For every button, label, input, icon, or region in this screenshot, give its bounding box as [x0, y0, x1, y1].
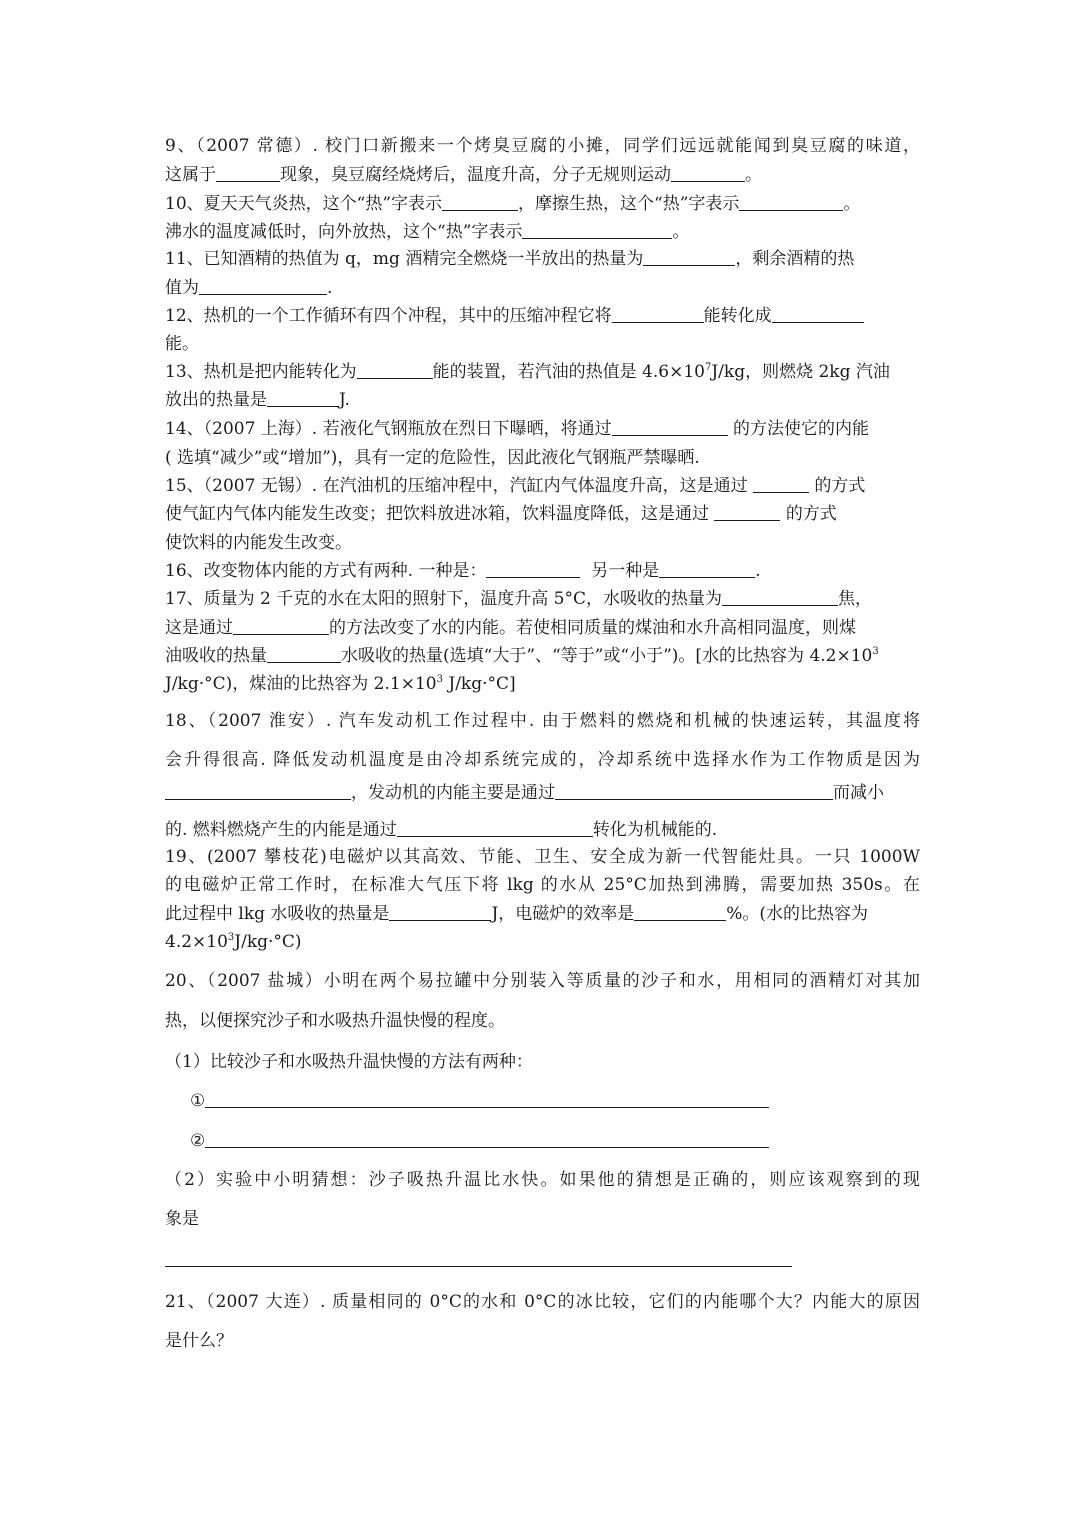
answer-blank[interactable] — [612, 305, 704, 323]
answer-blank[interactable] — [267, 389, 339, 407]
answer-blank[interactable] — [397, 819, 593, 837]
answer-blank[interactable] — [671, 164, 745, 182]
answer-blank[interactable] — [555, 782, 833, 800]
answer-blank[interactable] — [165, 782, 351, 800]
q10-line-2: 沸水的温度减低时，向外放热，这个“热”字表示 。 — [165, 222, 690, 242]
answer-line[interactable] — [165, 1266, 792, 1267]
answer-blank[interactable] — [199, 277, 327, 295]
q13-line-2: 放出的热量是 J. — [165, 390, 350, 410]
q20-part-2: （2）实验中小明猜想：沙子吸热升温比水快。如果他的猜想是正确的，则应该观察到的现 — [165, 1170, 920, 1190]
q9-line-2: 这属于 现象，臭豆腐经烧烤后，温度升高，分子无规则运动 。 — [165, 165, 762, 185]
answer-blank[interactable] — [643, 248, 735, 266]
q18-line-4: 的. 燃料燃烧产生的内能是通过 转化为机械能的. — [165, 820, 718, 840]
q11-line-1: 11、已知酒精的热值为 q，mg 酒精完全燃烧一半放出的热量为 ，剩余酒精的热 — [165, 249, 855, 269]
answer-blank[interactable] — [205, 1090, 769, 1108]
answer-blank[interactable] — [357, 361, 433, 379]
answer-blank[interactable] — [216, 164, 280, 182]
q17-line-2: 这是通过 的方法改变了水的内能。若使相同质量的煤油和水升高相同温度，则煤 — [165, 618, 856, 638]
answer-blank[interactable] — [634, 903, 726, 921]
q17-line-3: 油吸收的热量 水吸收的热量(选填“大于”、“等于”或“小于”)。[水的比热容为 $4.2\times 10^3$ — [165, 646, 879, 666]
q12-line-1: 12、热机的一个工作循环有四个冲程，其中的压缩冲程它将 能转化成 — [165, 305, 920, 327]
answer-blank[interactable] — [267, 645, 341, 663]
q20-line-1: 20、（2007 盐城）小明在两个易拉罐中分别装入等质量的沙子和水，用相同的酒精灯对其加 — [165, 971, 920, 991]
q17-line-4: J/kg·°C)，煤油的比热容为 $2.1\times 10^3$ J/kg·°C] — [165, 674, 516, 694]
q10-line-1: 10、夏天天气炎热，这个“热”字表示 ，摩擦生热，这个“热”字表示 。 — [165, 194, 861, 214]
q14-line-1: 14、（2007 上海）. 若液化气钢瓶放在烈日下曝晒，将通过 的方法使它的内能 — [165, 419, 870, 439]
q20-line-2: 热，以便探究沙子和水吸热升温快慢的程度。 — [165, 1011, 505, 1031]
answer-blank[interactable] — [442, 193, 518, 211]
answer-blank[interactable] — [205, 1130, 769, 1148]
answer-blank[interactable] — [486, 560, 580, 578]
q21-line-2: 是什么？ — [165, 1331, 233, 1351]
q20-part-1: （1）比较沙子和水吸热升温快慢的方法有两种： — [165, 1052, 533, 1072]
answer-blank[interactable] — [753, 475, 809, 493]
answer-blank[interactable] — [722, 588, 838, 606]
q19-line-4: $4.2\times 10^3J/kg\cdot^\circ C$) — [165, 932, 302, 952]
q9-line-1: 9、（2007 常德）. 校门口新搬来一个烤臭豆腐的小摊，同学们远远就能闻到臭豆腐的味道， — [165, 136, 920, 156]
q20-method-2: ② — [190, 1130, 769, 1152]
answer-blank[interactable] — [233, 617, 329, 635]
q11-line-2: 值为 . — [165, 278, 333, 298]
answer-blank[interactable] — [659, 560, 755, 578]
answer-blank[interactable] — [522, 221, 672, 239]
q20-method-1: ① — [190, 1090, 769, 1112]
q18-line-1: 18、（2007 淮安）. 汽车发动机工作过程中. 由于燃料的燃烧和机械的快速运转，其温度将 — [165, 711, 920, 731]
q12-line-2: 能。 — [165, 334, 199, 354]
answer-blank[interactable] — [739, 193, 843, 211]
q18-line-3: ，发动机的内能主要是通过 而减小 — [165, 782, 920, 804]
q13-line-1: 13、热机是把内能转化为 能的装置，若汽油的热值是 $4.6\times 10^7J/kg$，则燃烧 2kg 汽油 — [165, 362, 890, 382]
answer-blank[interactable] — [772, 305, 864, 323]
q17-line-1: 17、质量为 2 千克的水在太阳的照射下，温度升高 5°C，水吸收的热量为 焦， — [165, 589, 872, 609]
q18-line-2: 会升得很高. 降低发动机温度是由冷却系统完成的，冷却系统中选择水作为工作物质是因为 — [165, 750, 920, 770]
q20-part-2-cont: 象是 — [165, 1209, 199, 1229]
q15-line-2: 使气缸内气体内能发生改变；把饮料放进冰箱，饮料温度降低，这是通过 的方式 — [165, 504, 837, 524]
q19-line-2: 的电磁炉正常工作时，在标准大气压下将 lkg 的水从 25°C加热到沸腾，需要加热 350s。在 — [165, 875, 920, 895]
q14-line-2: ( 选填“减少”或“增加”)，具有一定的危险性，因此液化气钢瓶严禁曝晒. — [165, 448, 700, 468]
answer-blank[interactable] — [612, 418, 728, 436]
q21-line-1: 21、（2007 大连）. 质量相同的 0°C的水和 0°C的冰比较，它们的内能哪个大？内能大的原因 — [165, 1292, 920, 1312]
q19-line-3: 此过程中 lkg 水吸收的热量是 J，电磁炉的效率是 %。(水的比热容为 — [165, 904, 869, 924]
q15-line-1: 15、（2007 无锡）. 在汽油机的压缩冲程中，汽缸内气体温度升高，这是通过 的方式 — [165, 476, 866, 496]
q15-line-3: 使饮料的内能发生改变。 — [165, 533, 352, 553]
q16-line-1: 16、改变物体内能的方式有两种. 一种是： 另一种是 . — [165, 561, 761, 581]
answer-blank[interactable] — [389, 903, 491, 921]
answer-blank[interactable] — [714, 503, 780, 521]
q19-line-1: 19、(2007 攀枝花)电磁炉以其高效、节能、卫生、安全成为新一代智能灶具。一只 1000W — [165, 847, 920, 867]
